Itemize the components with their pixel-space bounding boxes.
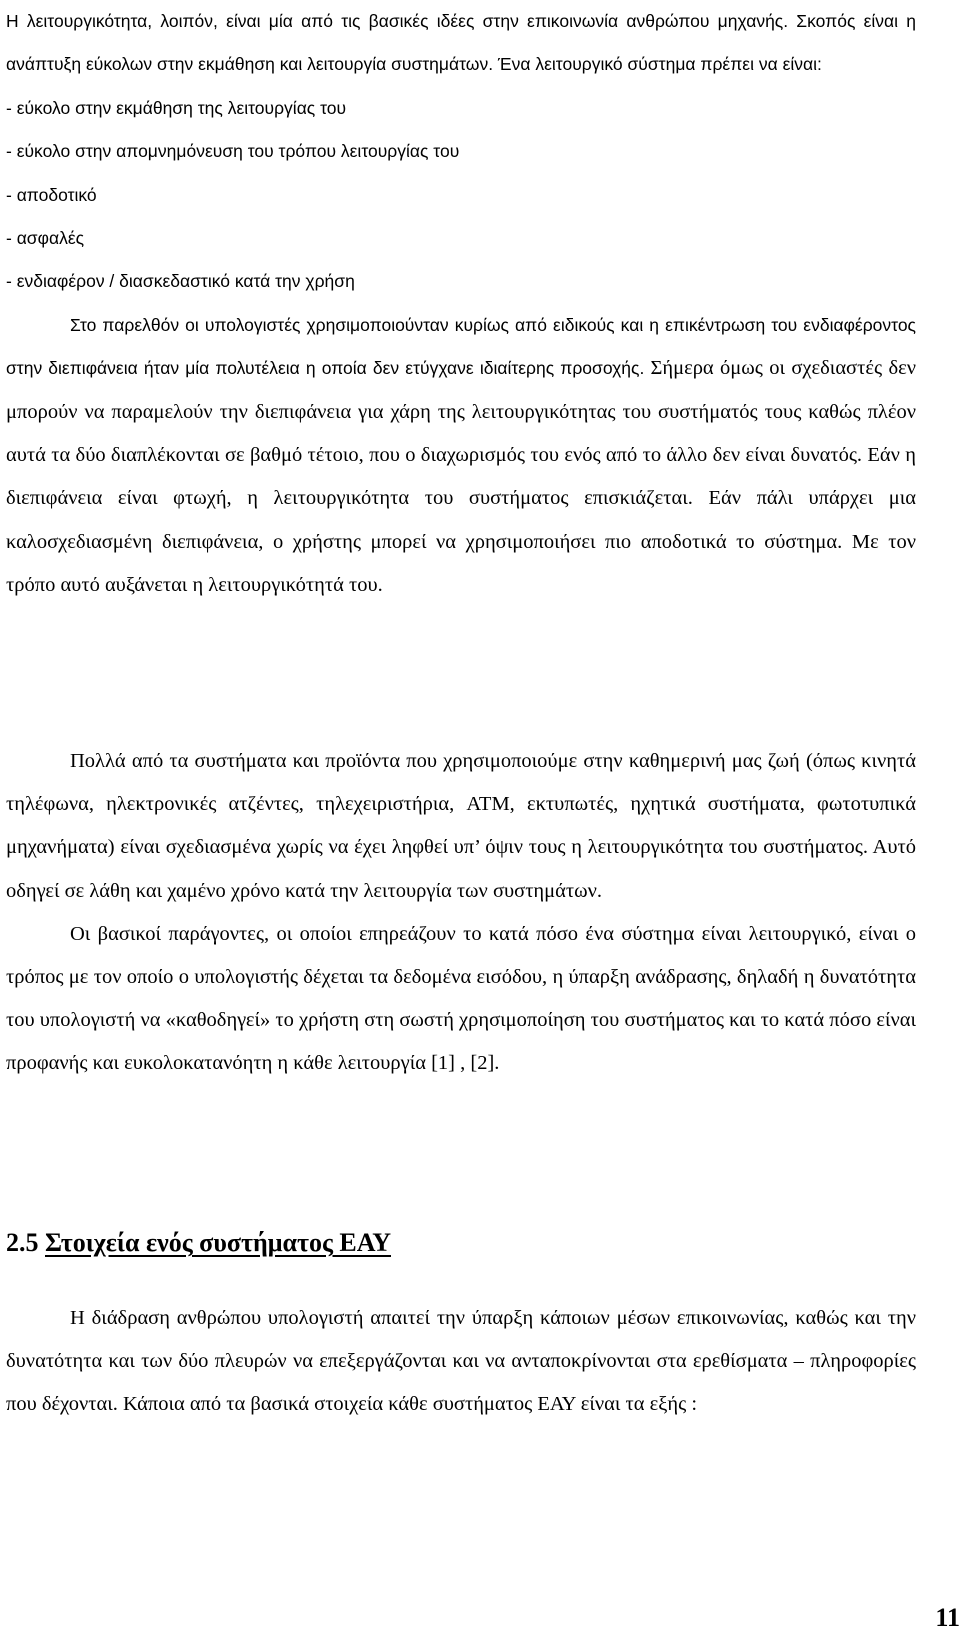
list-item-easy-learning: - εύκολο στην εκμάθηση της λειτουργίας του <box>6 97 347 118</box>
paragraph-basic-factors: Οι βασικοί παράγοντες, οι οποίοι επηρεάζουν το κατά πόσο ένα σύστημα είναι λειτουργικό, είναι ο τρόπος με τον οποίο ο υπολογιστής δέχεται τα δεδομένα εισόδου, η ύπαρξη ανάδρασης, δηλαδή η δυνατότητα του υπολογιστή να «καθοδηγεί» το χρήστη στη σωστή χρησιμοποίηση του συστήματος και το κατά πόσο είναι προφανής και ευκολοκατανόητη η κάθε λειτουργία [1] , [2]. <box>6 922 916 1075</box>
intro-block <box>6 0 916 608</box>
paragraph-past-computers <box>6 304 916 608</box>
page-number: 11 <box>935 1603 960 1632</box>
section-body <box>6 1297 916 1427</box>
section-number: 2.5 <box>6 1228 39 1257</box>
section-title: Στοιχεία ενός συστήματος ΕΑΥ <box>45 1228 391 1257</box>
paragraph-everyday-products: Πολλά από τα συστήματα και προϊόντα που χρησιμοποιούμε στην καθημερινή μας ζωή (όπως κινητά τηλέφωνα, ηλεκτρονικές ατζέντες, τηλεχειριστήρια, ATM, εκτυπωτές, ηχητικά συστήματα, φωτοτυπικά μηχανήματα) είναι σχεδιασμένα χωρίς να έχει ληφθεί υπ’ όψιν τους η λειτουργικότητα του συστήματος. Αυτό οδηγεί σε λάθη και χαμένο χρόνο κατά την λειτουργία των συστημάτων. <box>6 750 916 902</box>
list-item-interesting: - ενδιαφέρον / διασκεδαστικό κατά την χρήση <box>6 271 355 292</box>
paragraph-past-computers-text: Στο παρελθόν οι υπολογιστές χρησιμοποιούνταν κυρίως από ειδικούς και η επικέντρωση του ενδιαφέροντος στην διεπιφάνεια ήταν μία πολυτέλεια η οποία δεν ετύγχανε ιδιαίτερης προσοχής. <box>6 314 916 379</box>
paragraph-today-designers: Σήμερα όμως οι σχεδιαστές δεν μπορούν να παραμελούν την διεπιφάνεια για χάρη της λειτουργικότητας του συστήματός τους καθώς πλέον αυτά τα δύο διαπλέκονται σε βαθμό τέτοιο, που ο διαχωρισμός του ενός από το άλλο δεν είναι δυνατός. Εάν η διεπιφάνεια είναι φτωχή, η λειτουργικότητα του συστήματος επισκιάζεται. Εάν πάλι υπάρχει μια καλοσχεδιασμένη διεπιφάνεια, ο χρήστης μπορεί να χρησιμοποιήσει πιο αποδοτικά το σύστημα. Με τον τρόπο αυτό αυξάνεται η λειτουργικότητά του. <box>6 357 916 597</box>
list-item-easy-memorize: - εύκολο στην απομνημόνευση του τρόπου λειτουργίας του <box>6 141 460 162</box>
section-heading <box>6 1227 391 1259</box>
list-item-safe: - ασφαλές <box>6 228 85 249</box>
paragraph-hci-interaction: Η διάδραση ανθρώπου υπολογιστή απαιτεί την ύπαρξη κάποιων μέσων επικοινωνίας, καθώς και την δυνατότητα και των δύο πλευρών να επεξεργάζονται και να ανταποκρίνονται στα ερεθίσματα – πληροφορίες που δέχονται. Κάποια από τα βασικά στοιχεία κάθε συστήματος ΕΑΥ είναι τα εξής : <box>6 1307 916 1416</box>
paragraph-usability-intro: Η λειτουργικότητα, λοιπόν, είναι μία από τις βασικές ιδέες στην επικοινωνία ανθρώπου μηχανής. Σκοπός είναι η ανάπτυξη εύκολων στην εκμάθηση και λειτουργία συστημάτων. Ένα λειτουργικό σύστημα πρέπει να είναι: <box>6 11 916 75</box>
products-block <box>6 740 916 1086</box>
list-item-efficient: - αποδοτικό <box>6 184 97 205</box>
